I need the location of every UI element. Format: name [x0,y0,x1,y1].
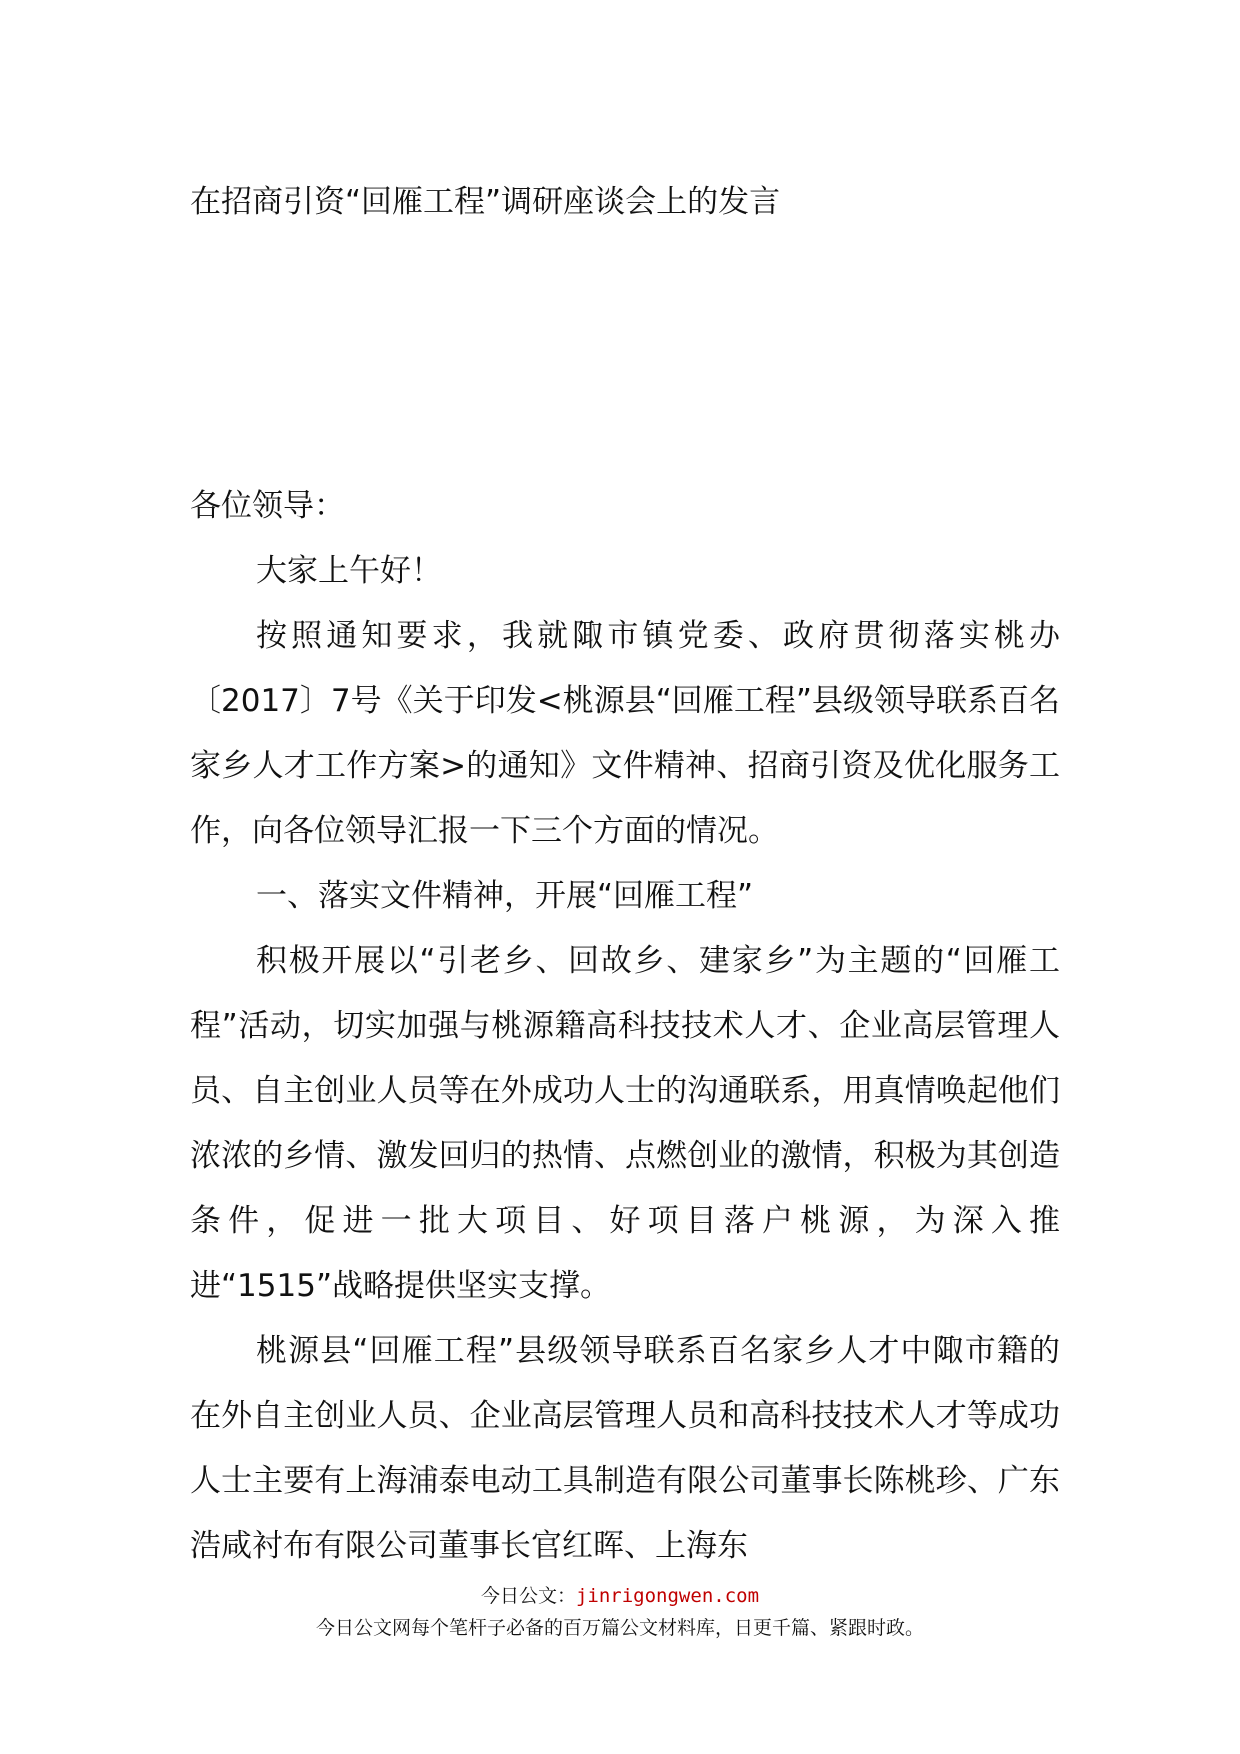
salutation: 各位领导： [190,488,345,524]
paragraph-intro: 按照通知要求，我就陬市镇党委、政府贯彻落实桃办〔2017〕7号《关于印发<桃源县“回雁工程”县级领导联系百名家乡人才工作方案>的通知》文件精神、招商引资及优化服务工作，向各位领导汇报一下三个方面的情况。 [190,618,1060,849]
footer-site-line [0,1580,1240,1612]
footer-site-label: 今日公文： [480,1585,576,1607]
paragraph-talents: 桃源县“回雁工程”县级领导联系百名家乡人才中陬市籍的在外自主创业人员、企业高层管理人员和高科技技术人才等成功人士主要有上海浦泰电动工具制造有限公司董事长陈桃珍、广东浩咸衬布有限公司董事长官红晖、上海东 [190,1333,1060,1564]
paragraph-activity: 积极开展以“引老乡、回故乡、建家乡”为主题的“回雁工程”活动，切实加强与桃源籍高科技技术人才、企业高层管理人员、自主创业人员等在外成功人士的沟通联系，用真情唤起他们浓浓的乡情、激发回归的热情、点燃创业的激情，积极为其创造条件，促进一批大项目、好项目落户桃源，为深入推进“1515”战略提供坚实支撑。 [190,943,1060,1304]
paragraph-greeting: 大家上午好！ [256,553,442,589]
document-title: 在招商引资“回雁工程”调研座谈会上的发言 [190,184,781,220]
section-heading-1: 一、落实文件精神，开展“回雁工程” [256,878,754,914]
document-body [190,474,1060,1579]
footer-site-link[interactable]: jinrigongwen.com [575,1585,760,1607]
page-footer [0,1580,1240,1644]
footer-slogan: 今日公文网每个笔杆子必备的百万篇公文材料库，日更千篇、紧跟时政。 [315,1617,924,1639]
